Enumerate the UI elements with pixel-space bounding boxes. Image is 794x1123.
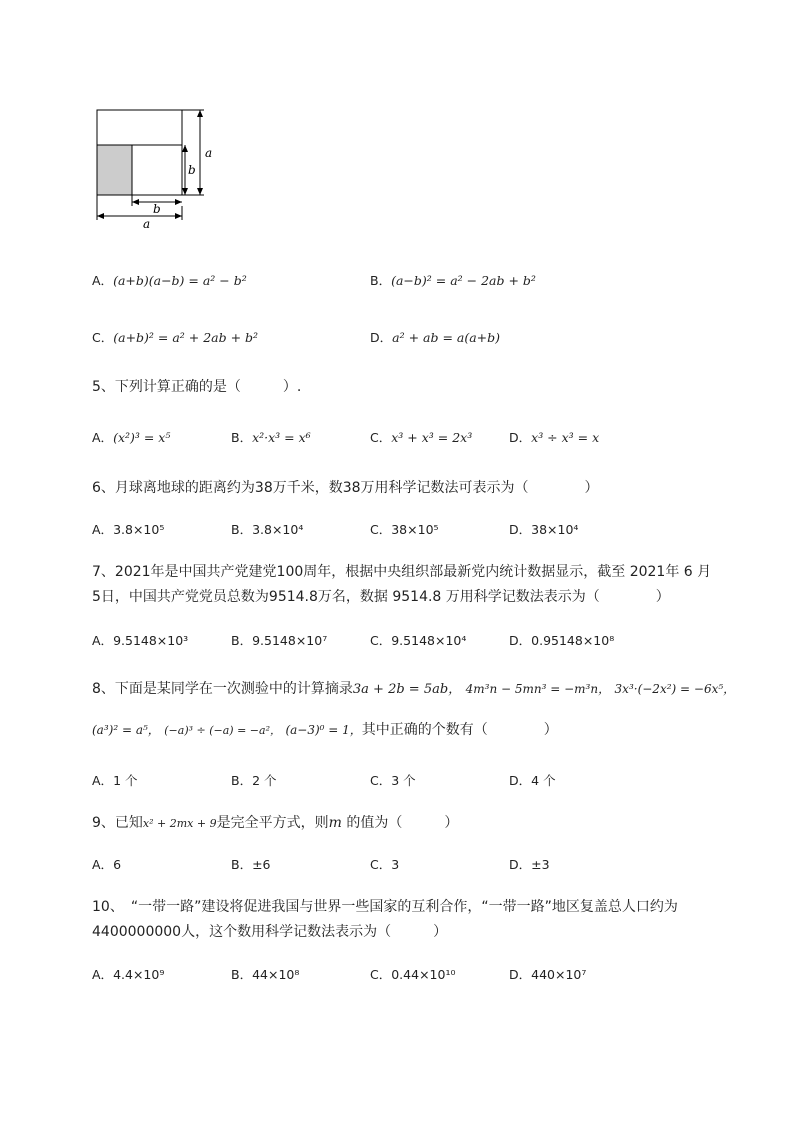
q4-option-a[interactable] (92, 271, 247, 289)
q10-option-a[interactable] (92, 965, 164, 983)
q6-option-d[interactable] (509, 520, 578, 538)
q9-option-c-text: 3 (391, 857, 400, 872)
q7-option-c[interactable] (370, 631, 466, 649)
q9-option-a-letter: A． (92, 857, 114, 872)
q5-option-b-letter: B． (231, 430, 253, 445)
q6-option-c-text: 38×10⁵ (391, 522, 439, 537)
q4-option-b-letter: B． (370, 273, 392, 288)
q9-option-b-text: ±6 (252, 857, 271, 872)
q4-option-d-letter: D． (370, 330, 393, 345)
q8-stem-prefix: 8、下面是某同学在一次测验中的计算摘录 (92, 681, 353, 697)
q8-expr5: (−a)³ ÷ (−a) = −a²， (164, 724, 281, 737)
q9-option-a-text: 6 (113, 857, 122, 872)
q8-option-b-text: 2 个 (252, 773, 277, 788)
label-b-bottom: b (153, 202, 161, 216)
q5-option-b[interactable] (231, 428, 311, 446)
q8-option-c-text: 3 个 (391, 773, 416, 788)
q8-stem-line1 (92, 678, 735, 698)
q4-option-d[interactable] (370, 328, 500, 346)
label-a-bottom: a (143, 217, 151, 231)
q7-stem-line1: 7、2021年是中国共产党建党100周年，根据中央组织部最新党内统计数据显示，截至 2021年 6 月 (92, 564, 712, 580)
q10-option-d-text: 440×10⁷ (531, 967, 587, 982)
q9-var: m (328, 815, 342, 831)
q7-option-a-text: 9.5148×10³ (113, 633, 189, 648)
q4-option-d-text: a² + ab = a(a+b) (392, 330, 501, 345)
q8-option-c-letter: C． (370, 773, 392, 788)
q8-option-b-letter: B． (231, 773, 253, 788)
q8-option-d-letter: D． (509, 773, 532, 788)
q10-option-a-letter: A． (92, 967, 114, 982)
q6-option-b-letter: B． (231, 522, 253, 537)
q4-option-c[interactable] (92, 328, 258, 346)
q6-option-a[interactable] (92, 520, 164, 538)
q9-stem-prefix: 9、已知 (92, 815, 143, 831)
shaded-rect (97, 145, 132, 195)
q8-option-d[interactable] (509, 771, 556, 789)
q8-expr3: 3x³·(−2x²) = −6x⁵， (614, 682, 736, 696)
q8-stem-suffix: 其中正确的个数有（ ） (361, 722, 558, 738)
q6-option-c[interactable] (370, 520, 439, 538)
q5-option-b-text: x²·x³ = x⁶ (252, 430, 311, 445)
q5-option-d[interactable] (509, 428, 599, 446)
q10-option-c-letter: C． (370, 967, 392, 982)
q10-option-b[interactable] (231, 965, 299, 983)
q7-option-b[interactable] (231, 631, 327, 649)
q5-option-a-letter: A． (92, 430, 114, 445)
q5-option-a-text: (x²)³ = x⁵ (113, 430, 171, 445)
q4-option-c-text: (a+b)² = a² + 2ab + b² (113, 330, 259, 345)
q10-option-d-letter: D． (509, 967, 532, 982)
q7-option-a[interactable] (92, 631, 188, 649)
q10-option-c[interactable] (370, 965, 455, 983)
q10-option-c-text: 0.44×10¹⁰ (391, 967, 456, 982)
q8-option-a-text: 1 个 (113, 773, 138, 788)
label-b-left: b (188, 163, 196, 177)
q8-expr1: 3a + 2b = 5ab， (352, 682, 462, 697)
label-a-right: a (205, 146, 213, 160)
geometry-figure (88, 100, 228, 235)
q7-stem-line2: 5日，中国共产党党员总数为9514.8万名，数据 9514.8 万用科学记数法表示为（ ） (92, 589, 670, 605)
q8-expr2: 4m³n − 5mn³ = −m³n， (465, 682, 611, 696)
q7-option-d-text: 0.95148×10⁸ (531, 633, 615, 648)
q9-option-d-letter: D． (509, 857, 532, 872)
q8-option-d-text: 4 个 (531, 773, 556, 788)
q5-option-d-text: x³ ÷ x³ = x (531, 430, 600, 445)
q9-option-b[interactable] (231, 855, 271, 873)
q9-option-d[interactable] (509, 855, 550, 873)
q4-option-a-text: (a+b)(a−b) = a² − b² (113, 273, 247, 288)
q10-option-b-letter: B． (231, 967, 253, 982)
q5-option-c-text: x³ + x³ = 2x³ (391, 430, 473, 445)
q5-option-c-letter: C． (370, 430, 392, 445)
q6-option-a-text: 3.8×10⁵ (113, 522, 165, 537)
q10-stem-line2: 4400000000人，这个数用科学记数法表示为（ ） (92, 924, 448, 940)
q8-option-a-letter: A． (92, 773, 114, 788)
q9-option-c-letter: C． (370, 857, 392, 872)
q10-stem-line1: 10、 “一带一路”建设将促进我国与世界一些国家的互利合作，“一带一路”地区复盖总人口约为 (92, 899, 678, 915)
q6-option-b[interactable] (231, 520, 303, 538)
q7-option-b-text: 9.5148×10⁷ (252, 633, 328, 648)
q7-option-d-letter: D． (509, 633, 532, 648)
q6-option-d-text: 38×10⁴ (531, 522, 579, 537)
q10-option-a-text: 4.4×10⁹ (113, 967, 165, 982)
q6-option-c-letter: C． (370, 522, 392, 537)
q6-stem: 6、月球离地球的距离约为38万千米，数38万用科学记数法可表示为（ ） (92, 480, 599, 496)
q7-option-c-letter: C． (370, 633, 392, 648)
q10-option-d[interactable] (509, 965, 586, 983)
q9-stem-suffix: 的值为（ ） (341, 815, 459, 831)
q9-stem-mid: 是完全平方式，则 (216, 815, 329, 831)
q9-option-c[interactable] (370, 855, 399, 873)
q8-expr4: (a³)² = a⁵， (92, 723, 160, 737)
q8-expr6: (a−3)⁰ = 1， (285, 723, 362, 737)
q8-stem-line2 (92, 719, 558, 739)
q9-option-a[interactable] (92, 855, 121, 873)
q6-option-d-letter: D． (509, 522, 532, 537)
q7-option-a-letter: A． (92, 633, 114, 648)
q5-stem: 5、下列计算正确的是（ ）. (92, 379, 302, 395)
q5-option-a[interactable] (92, 428, 170, 446)
q8-option-c[interactable] (370, 771, 416, 789)
q4-option-b[interactable] (370, 271, 536, 289)
q9-option-b-letter: B． (231, 857, 253, 872)
q4-option-c-letter: C． (92, 330, 114, 345)
q9-expr: x² + 2mx + 9 (142, 817, 217, 830)
q9-stem (92, 812, 458, 832)
q5-option-d-letter: D． (509, 430, 532, 445)
q5-option-c[interactable] (370, 428, 472, 446)
q4-option-b-text: (a−b)² = a² − 2ab + b² (391, 273, 536, 288)
q7-option-d[interactable] (509, 631, 614, 649)
q10-option-b-text: 44×10⁸ (252, 967, 300, 982)
q6-option-b-text: 3.8×10⁴ (252, 522, 304, 537)
q9-option-d-text: ±3 (531, 857, 550, 872)
q7-option-b-letter: B． (231, 633, 253, 648)
q4-option-a-letter: A． (92, 273, 114, 288)
q6-option-a-letter: A． (92, 522, 114, 537)
q7-option-c-text: 9.5148×10⁴ (391, 633, 467, 648)
q8-option-a[interactable] (92, 771, 138, 789)
q8-option-b[interactable] (231, 771, 277, 789)
